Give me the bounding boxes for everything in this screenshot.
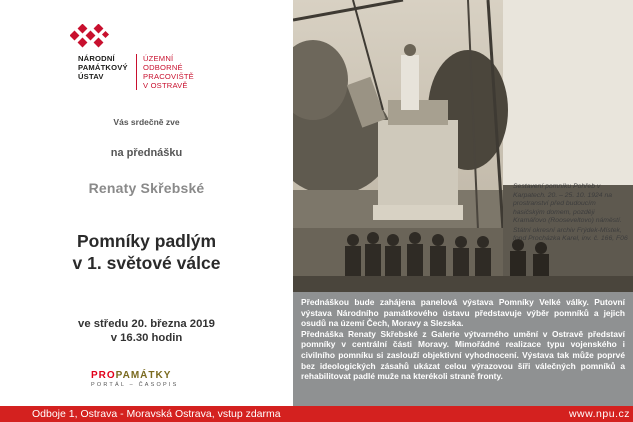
title-line: v 1. světové válce — [72, 253, 221, 273]
venue-address: Odbojе 1, Ostrava - Moravská Ostrava, vstup zdarma — [32, 408, 281, 420]
logo-line: PRACOVIŠTĚ — [143, 72, 194, 81]
logo-line: ÚSTAV — [78, 72, 104, 81]
logo-divider — [136, 54, 137, 90]
time-line: v 16.30 hodin — [110, 332, 183, 344]
historical-photo — [293, 0, 633, 292]
brand-pro: PRO — [91, 370, 116, 381]
logo-org-name — [78, 54, 128, 81]
caption-source: Státní okresní archiv Frýdek-Místek, fond Procházka Karel, inv. č. 166, F06 — [513, 226, 628, 242]
footer-bar — [0, 406, 633, 422]
monument-photo-image — [293, 0, 633, 292]
info-paragraph: Přednáška Renaty Skřebské z Galerie výtvarného umění v Ostravě představí pomníky v centrální části Moravy. Mimořádné realizace typu vojenského i civilního pomníku si zaslouží objektivní vyhodnocení. Výstava tak může poprvé bez ideologických zásahů ukázat celou výrazovou šíři válečných pomníků a rehabilitovat padlé muže na kterékoli straně fronty. — [301, 328, 625, 382]
info-paragraph: Přednáškou bude zahájena panelová výstava Pomníky Velké války. Putovní výstava Národního památkového ústavu představuje výběr pomníků a jejich osudů na území Čech, Moravy a Slezska. — [301, 297, 625, 329]
photo-caption — [513, 183, 629, 245]
exhibition-info-box — [293, 292, 633, 406]
invitation-text: Vás srdečně zve — [113, 117, 180, 127]
npu-emblem-icon — [70, 24, 110, 52]
left-panel — [0, 0, 293, 406]
logo-line: V OSTRAVĚ — [143, 81, 188, 90]
date-line: ve středu 20. března 2019 — [78, 318, 215, 330]
npu-logo — [70, 24, 210, 90]
logo-line: NÁRODNÍ — [78, 54, 115, 63]
speaker-name: Renaty Skřebské — [88, 180, 205, 196]
propamatky-tagline: PORTÁL – ČASOPIS — [91, 382, 179, 388]
logo-line: PAMÁTKOVÝ — [78, 63, 128, 72]
logo-line: ÚZEMNÍ ODBORNÉ — [143, 54, 183, 72]
event-date — [0, 317, 293, 345]
propamatky-logo — [91, 370, 201, 396]
brand-rest: PAMÁTKY — [115, 370, 172, 381]
lecture-title — [0, 230, 293, 274]
propamatky-brand — [91, 370, 201, 381]
caption-description: Sestavení pomníku Pohřeb v Karpatech. 20. – 25. 10. 1924 na prostranství před budoucím hasičským domem, později Kramářovo (Rooseveltovo) náměstí. — [513, 183, 622, 224]
title-line: Pomníky padlým — [76, 231, 217, 251]
website-link[interactable]: www.npu.cz — [568, 408, 630, 420]
lecture-label: na přednášku — [110, 147, 183, 159]
logo-branch-name — [143, 54, 210, 90]
